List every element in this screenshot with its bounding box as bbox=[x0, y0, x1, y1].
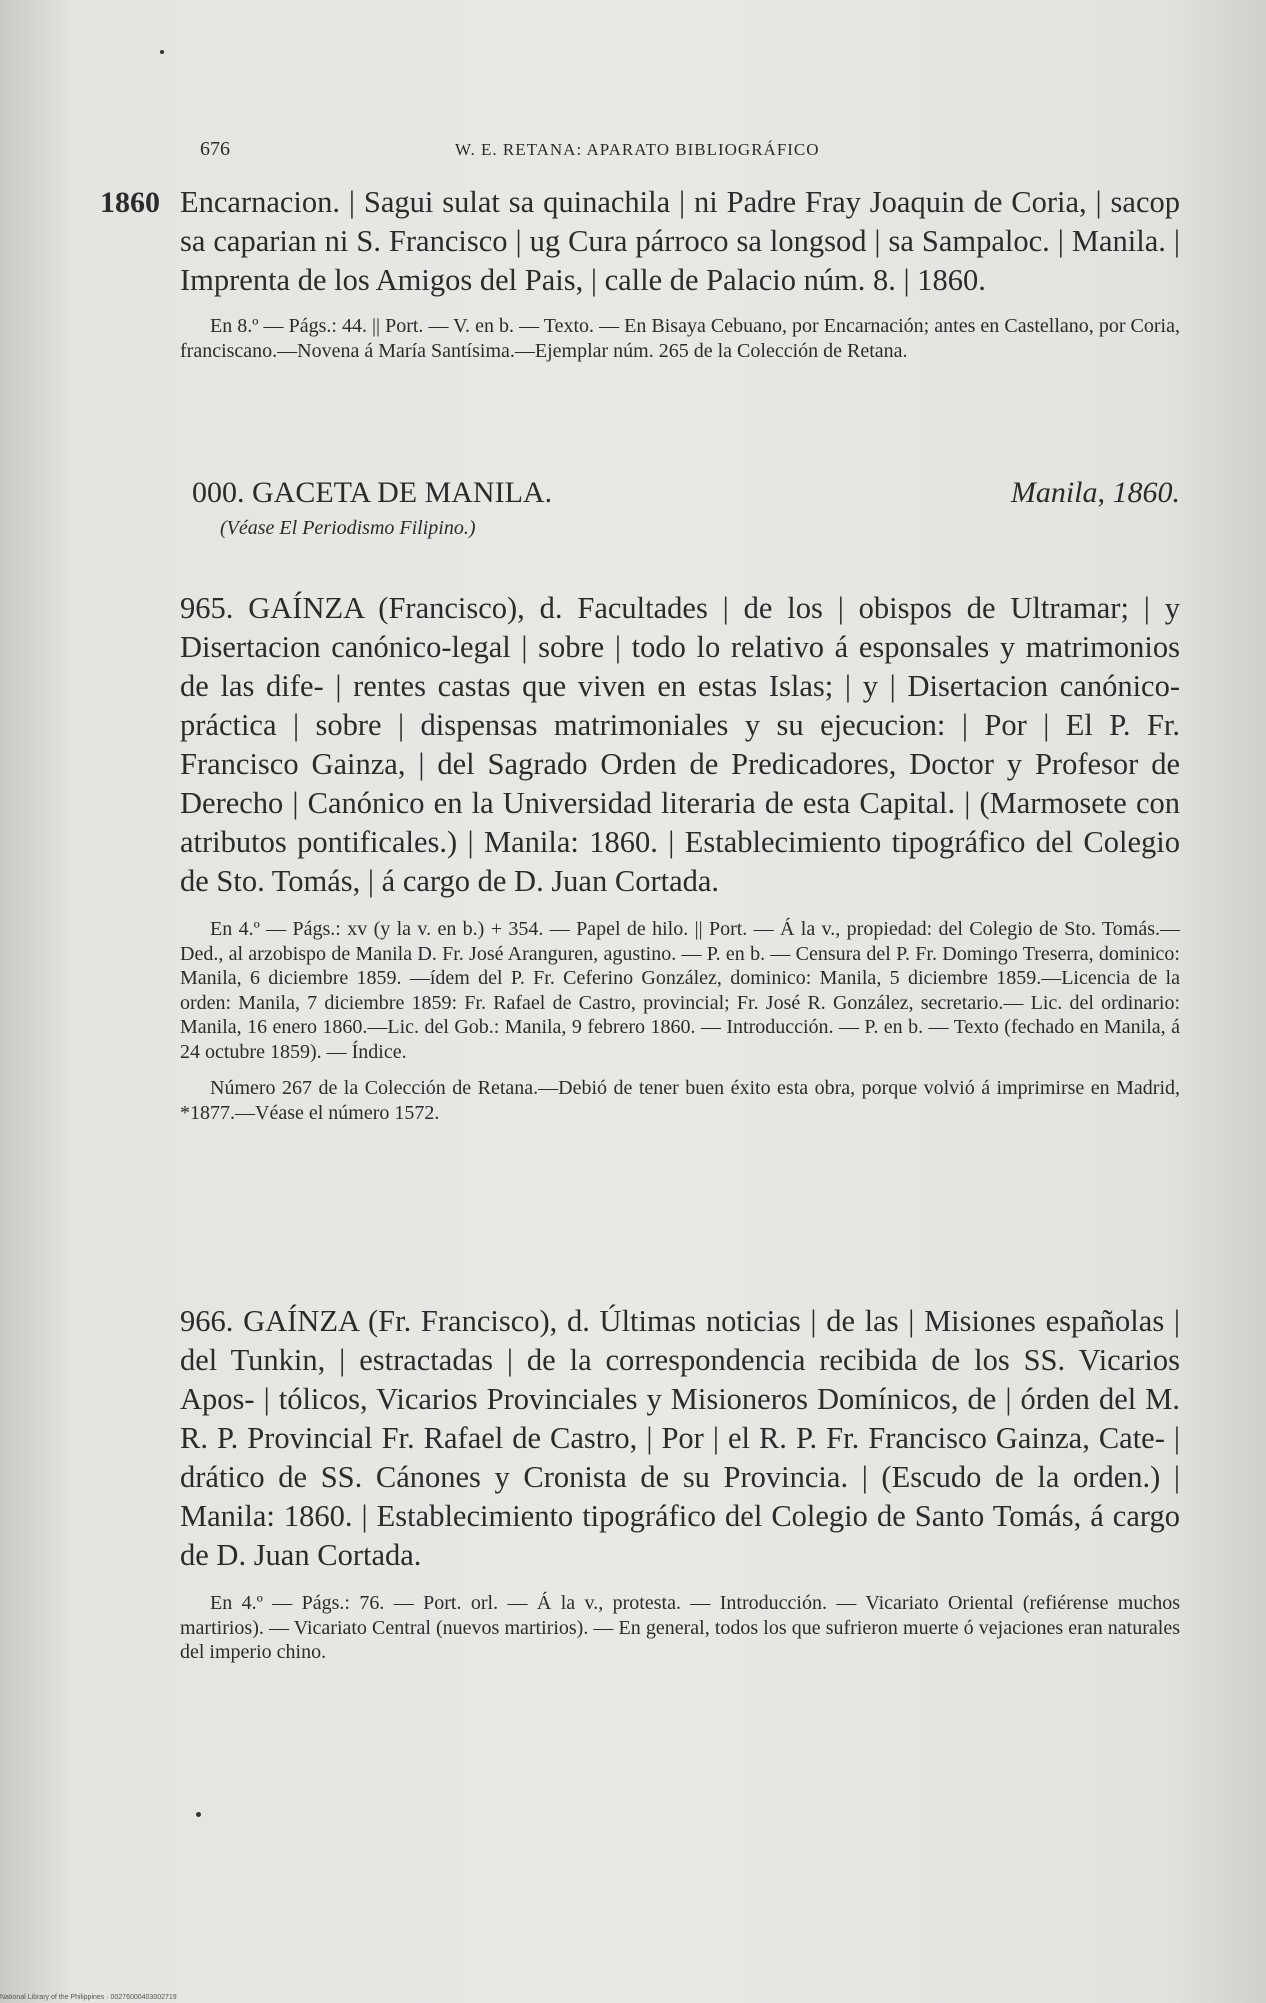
entry-965-notes-2: Número 267 de la Colección de Retana.—Debió de tener buen éxito esta obra, porque volvió á imprimirse en Madrid, *1877.—Véase el número 1572. bbox=[180, 1077, 1180, 1124]
speck bbox=[160, 50, 164, 54]
gaceta-number: 000. bbox=[192, 476, 245, 509]
entry-965-text: GAÍNZA (Francisco), d. Facultades | de los | obispos de Ultramar; | y Disertacion canónico-legal | sobre | todo lo relativo á esponsales y matrimonios de las dife- | rentes castas que viven en estas Islas; | y | Disertacion canónico-práctica | sobre | dispensas matrimoniales y su ejecucion: | Por | El P. Fr. Francisco Gainza, | del Sagrado Orden de Predicadores, Doctor y Profesor de Derecho | Canónico en la Universidad literaria de esta Capital. | (Marmosete con atributos pontificales.) | Manila: 1860. | Establecimiento tipográfico del Colegio de Sto. Tomás, | á cargo de D. Juan Cortada. bbox=[180, 591, 1180, 898]
running-title: W. E. RETANA: APARATO BIBLIOGRÁFICO bbox=[455, 140, 820, 159]
digitization-footer: National Library of the Philippines · 00276000403002719 bbox=[0, 1994, 177, 2001]
entry-1860-notes: En 8.º — Págs.: 44. || Port. — V. en b. — Texto. — En Bisaya Cebuano, por Encarnación; antes en Castellano, por Coria, franciscano.—Novena á María Santísima.—Ejemplar núm. 265 de la Colección de Retana. bbox=[180, 315, 1180, 362]
entry-gaceta bbox=[180, 473, 1180, 540]
entry-966 bbox=[180, 1302, 1180, 1665]
entry-966-notes: En 4.º — Págs.: 76. — Port. orl. — Á la v., protesta. — Introducción. — Vicariato Oriental (refiérense muchos martirios). — Vicariato Central (nuevos martirios). — En general, todos los que sufrieron muerte ó vejaciones eran naturales del imperio chino. bbox=[180, 1592, 1180, 1663]
entry-965-notes: En 4.º — Págs.: xv (y la v. en b.) + 354. — Papel de hilo. || Port. — Á la v., propiedad: del Colegio de Sto. Tomás.—Ded., al arzobispo de Manila D. Fr. José Aranguren, agustino. — P. en b. — Censura del P. Fr. Domingo Treserra, dominico: Manila, 6 diciembre 1859. —ídem del P. Fr. Ceferino González, dominico: Manila, 5 diciembre 1859.—Licencia de la orden: Manila, 7 diciembre 1859: Fr. Rafael de Castro, provincial; Fr. José R. González, secretario.— Lic. del ordinario: Manila, 16 enero 1860.—Lic. del Gob.: Manila, 9 febrero 1860. — Introducción. — P. en b. — Texto (fechado en Manila, á 24 octubre 1859). — Índice. bbox=[180, 918, 1180, 1063]
entry-966-number: 966. bbox=[180, 1304, 234, 1338]
entry-965-body bbox=[180, 589, 1180, 901]
page-number: 676 bbox=[200, 138, 230, 160]
entry-1860-body bbox=[100, 183, 1180, 300]
gaceta-heading bbox=[180, 473, 1180, 513]
entry-966-text: GAÍNZA (Fr. Francisco), d. Últimas noticias | de las | Misiones españolas | del Tunkin, | estractadas | de la correspondencia recibida de los SS. Vicarios Apos- | tólicos, Vicarios Provinciales y Misioneros Domínicos, de | órden del M. R. P. Provincial Fr. Rafael de Castro, | Por | el R. P. Fr. Francisco Gainza, Cate- | drático de SS. Cánones y Cronista de su Provincia. | (Escudo de la orden.) | Manila: 1860. | Establecimiento tipográfico del Colegio de Santo Tomás, á cargo de D. Juan Cortada. bbox=[180, 1304, 1180, 1572]
entry-1860 bbox=[100, 183, 1180, 363]
year-marker: 1860 bbox=[100, 186, 160, 219]
gaceta-place-date: Manila, 1860. bbox=[1010, 476, 1180, 509]
entry-965-number: 965. bbox=[180, 591, 234, 625]
entry-1860-text: Encarnacion. | Sagui sulat sa quinachila | ni Padre Fray Joaquin de Coria, | sacop sa caparian ni S. Francisco | ug Cura párroco sa longsod | sa Sampaloc. | Manila. | Imprenta de los Amigos del Pais, | calle de Palacio núm. 8. | 1860. bbox=[180, 185, 1180, 297]
entry-966-body bbox=[180, 1302, 1180, 1575]
entry-965 bbox=[180, 589, 1180, 1126]
gaceta-see-also: (Véase El Periodismo Filipino.) bbox=[220, 517, 476, 539]
speck bbox=[196, 1812, 201, 1817]
gaceta-title: GACETA DE MANILA. bbox=[252, 476, 553, 509]
